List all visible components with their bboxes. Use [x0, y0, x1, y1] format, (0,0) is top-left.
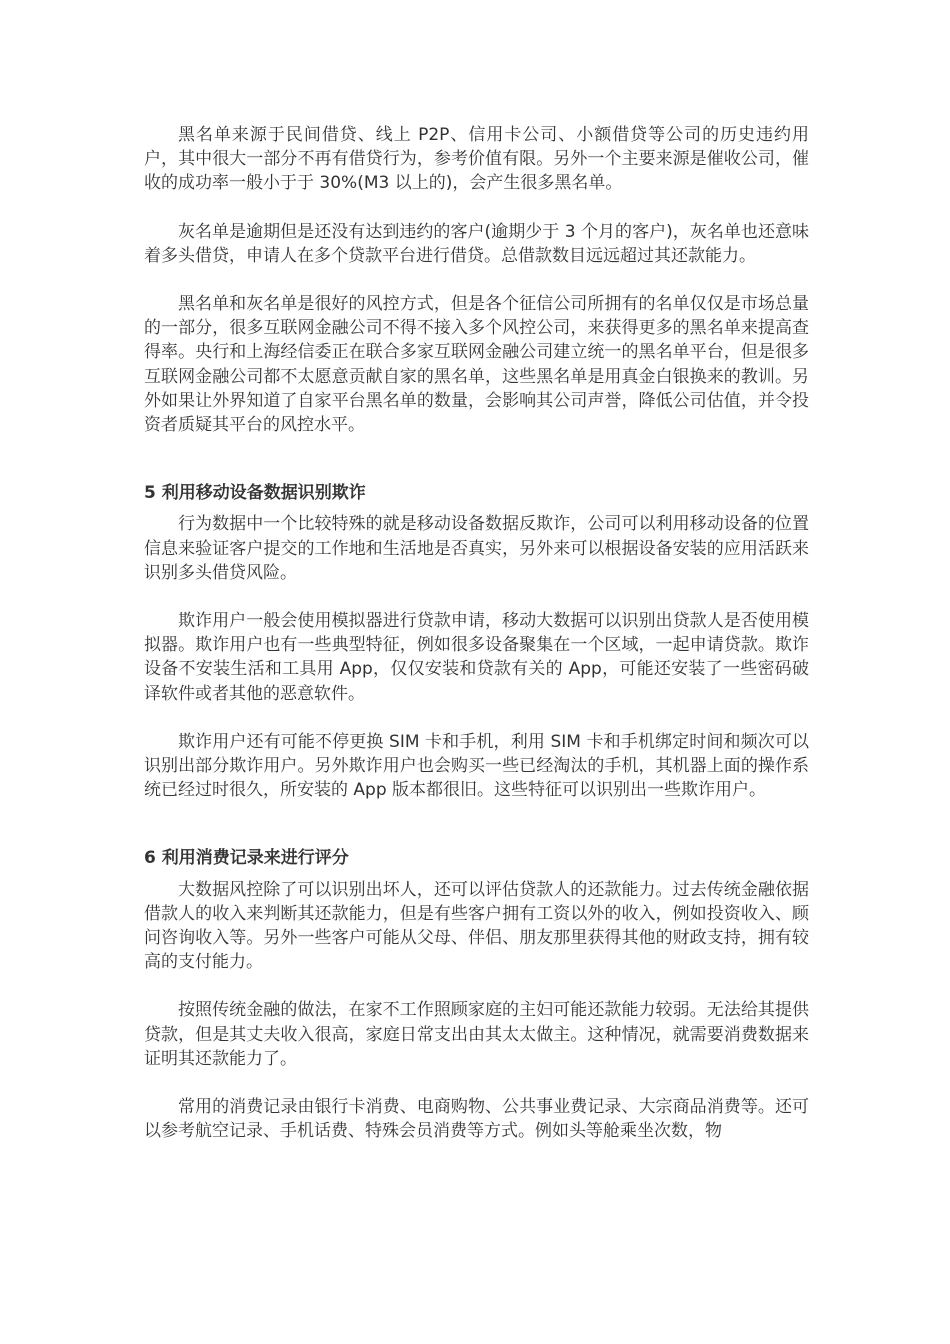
- section-heading-5: 5 利用移动设备数据识别欺诈: [144, 483, 366, 504]
- paragraph-mobile-device-data: 行为数据中一个比较特殊的就是移动设备数据反欺诈，公司可以利用移动设备的位置信息来验证客户提交的工作地和生活地是否真实，另外来可以根据设备安装的应用活跃来识别多头借贷风险。: [144, 514, 809, 583]
- paragraph-graylist: 灰名单是逾期但是还没有达到违约的客户(逾期少于 3 个月的客户)，灰名单也还意味着多头借贷，申请人在多个贷款平台进行借贷。总借款数目远远超过其还款能力。: [144, 221, 809, 266]
- paragraph-consumption-records: 常用的消费记录由银行卡消费、电商购物、公共事业费记录、大宗商品消费等。还可以参考航空记录、手机话费、特殊会员消费等方式。例如头等舱乘坐次数，物: [144, 1097, 809, 1142]
- section-spacer: [144, 826, 809, 846]
- paragraph-blacklist-sources: 黑名单来源于民间借贷、线上 P2P、信用卡公司、小额借贷等公司的历史违约用户，其中很大一部分不再有借贷行为，参考价值有限。另外一个主要来源是催收公司，催收的成功率一般小于于 30%(M3 以上的)，会产生很多黑名单。: [144, 125, 809, 194]
- section-heading-6: 6 利用消费记录来进行评分: [144, 848, 349, 869]
- paragraph-repayment-ability: 大数据风控除了可以识别出坏人，还可以评估贷款人的还款能力。过去传统金融依据借款人的收入来判断其还款能力，但是有些客户拥有工资以外的收入，例如投资收入、顾问咨询收入等。另外一些客户可能从父母、伴侣、朋友那里获得其他的财政支持，拥有较高的支付能力。: [144, 879, 809, 973]
- document-body: [144, 123, 809, 1168]
- paragraph-sim-card-fraud: 欺诈用户还有可能不停更换 SIM 卡和手机，利用 SIM 卡和手机绑定时间和频次可以识别出部分欺诈用户。另外欺诈用户也会购买一些已经淘汰的手机，其机器上面的操作系统已经过时很久，所安装的 App 版本都很旧。这些特征可以识别出一些欺诈用户。: [144, 731, 809, 801]
- paragraph-housewife-example: 按照传统金融的做法，在家不工作照顾家庭的主妇可能还款能力较弱。无法给其提供贷款，但是其丈夫收入很高，家庭日常支出由其太太做主。这种情况，就需要消费数据来证明其还款能力了。: [144, 1000, 809, 1069]
- paragraph-emulator-fraud: 欺诈用户一般会使用模拟器进行贷款申请，移动大数据可以识别出贷款人是否使用模拟器。欺诈用户也有一些典型特征，例如很多设备聚集在一个区域，一起申请贷款。欺诈设备不安装生活和工具用 App，仅仅安装和贷款有关的 App，可能还安装了一些密码破译软件或者其他的恶意软件。: [144, 611, 809, 704]
- paragraph-blacklist-graylist-control: 黑名单和灰名单是很好的风控方式，但是各个征信公司所拥有的名单仅仅是市场总量的一部分，很多互联网金融公司不得不接入多个风控公司，来获得更多的黑名单来提高查得率。央行和上海经信委正在联合多家互联网金融公司建立统一的黑名单平台，但是很多互联网金融公司都不太愿意贡献自家的黑名单，这些黑名单是用真金白银换来的教训。另外如果让外界知道了自家平台黑名单的数量，会影响其公司声誉，降低公司估值，并令投资者质疑其平台的风控水平。: [144, 294, 809, 436]
- section-spacer: [144, 461, 809, 481]
